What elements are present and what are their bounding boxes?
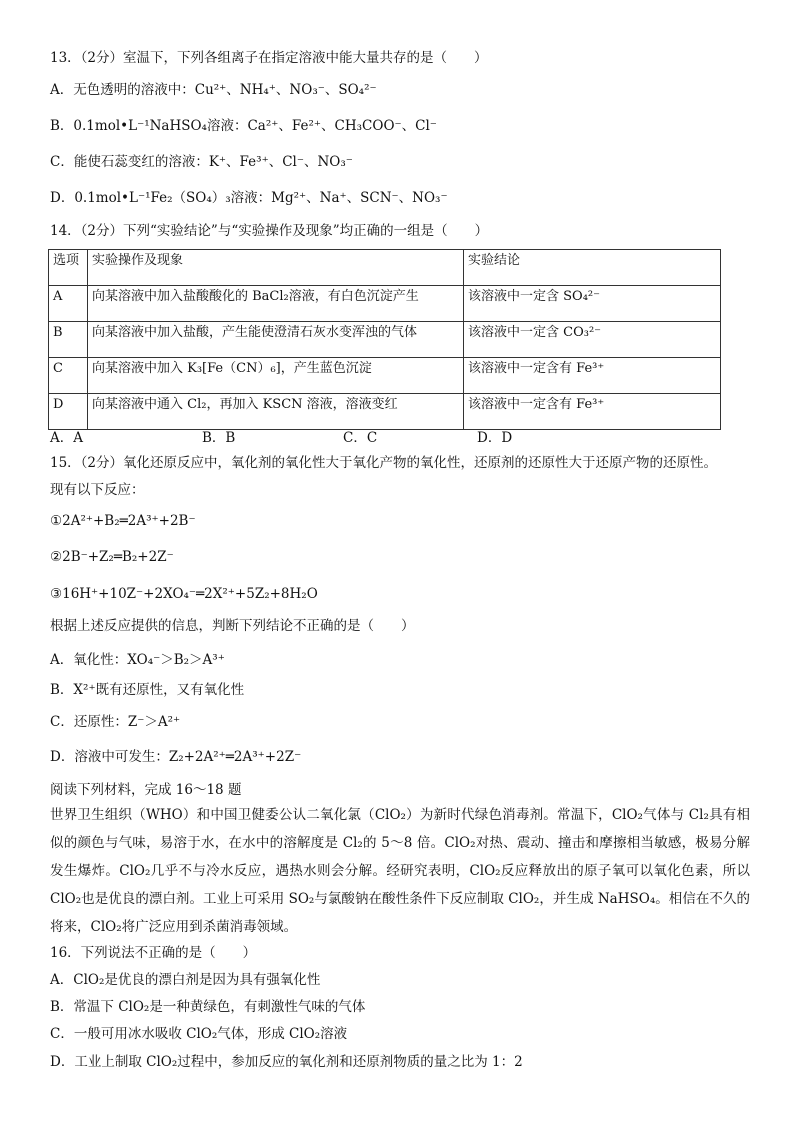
q13-option-a: A．无色透明的溶液中：Cu²⁺、NH₄⁺、NO₃⁻、SO₄²⁻ bbox=[50, 82, 377, 98]
q15-reaction-1: ①2A²⁺+B₂═2A³⁺+2B⁻ bbox=[50, 513, 196, 529]
table-header-cell: 实验结论 bbox=[464, 250, 721, 286]
table-cell: A bbox=[49, 286, 88, 322]
q16-option-d: D．工业上制取 ClO₂过程中，参加反应的氧化剂和还原剂物质的量之比为 1：2 bbox=[50, 1054, 523, 1070]
q15-option-d: D．溶液中可发生：Z₂+2A²⁺═2A³⁺+2Z⁻ bbox=[50, 749, 302, 765]
q16-option-c: C．一般可用冰水吸收 ClO₂气体，形成 ClO₂溶液 bbox=[50, 1026, 348, 1042]
q14-title: 14．（2分）下列“实验结论”与“实验操作及现象”均正确的一组是（ ） bbox=[50, 223, 489, 239]
table-cell: D bbox=[49, 394, 88, 430]
q13-option-b: B．0.1mol•L⁻¹NaHSO₄溶液：Ca²⁺、Fe²⁺、CH₃COO⁻、Cl⁻ bbox=[50, 118, 437, 134]
table-row bbox=[49, 286, 721, 322]
q14-option-a: A．A bbox=[50, 430, 83, 446]
table-cell: 向某溶液中加入盐酸酸化的 BaCl₂溶液，有白色沉淀产生 bbox=[88, 286, 464, 322]
table-cell: 向某溶液中加入盐酸，产生能使澄清石灰水变浑浊的气体 bbox=[88, 322, 464, 358]
table-cell: 该溶液中一定含有 Fe³⁺ bbox=[464, 394, 721, 430]
table-cell: 该溶液中一定含有 Fe³⁺ bbox=[464, 358, 721, 394]
q13-title: 13．（2分）室温下，下列各组离子在指定溶液中能大量共存的是（ ） bbox=[50, 50, 488, 66]
q15-question: 根据上述反应提供的信息，判断下列结论不正确的是（ ） bbox=[50, 618, 415, 634]
q15-title: 15．（2分）氧化还原反应中，氧化剂的氧化性大于氧化产物的氧化性，还原剂的还原性大于还原产物的还原性。 bbox=[50, 455, 718, 471]
q15-option-a: A．氧化性：XO₄⁻＞B₂＞A³⁺ bbox=[50, 652, 225, 668]
table-header-row bbox=[49, 250, 721, 286]
q16-option-b: B．常温下 ClO₂是一种黄绿色，有刺激性气味的气体 bbox=[50, 999, 366, 1015]
table-cell: 向某溶液中通入 Cl₂，再加入 KSCN 溶液，溶液变红 bbox=[88, 394, 464, 430]
table-cell: 该溶液中一定含 CO₃²⁻ bbox=[464, 322, 721, 358]
q14-option-c: C．C bbox=[343, 430, 378, 446]
table-cell: 该溶液中一定含 SO₄²⁻ bbox=[464, 286, 721, 322]
q16-title: 16．下列说法不正确的是（ ） bbox=[50, 945, 257, 961]
q15-intro: 现有以下反应： bbox=[50, 482, 145, 498]
table-row bbox=[49, 322, 721, 358]
q14-option-d: D．D bbox=[477, 430, 513, 446]
table-cell: 向某溶液中加入 K₃[Fe（CN）₆]，产生蓝色沉淀 bbox=[88, 358, 464, 394]
q15-reaction-3: ③16H⁺+10Z⁻+2XO₄⁻═2X²⁺+5Z₂+8H₂O bbox=[50, 586, 318, 602]
q14-table bbox=[48, 249, 721, 430]
table-cell: B bbox=[49, 322, 88, 358]
q13-option-c: C．能使石蕊变红的溶液：K⁺、Fe³⁺、Cl⁻、NO₃⁻ bbox=[50, 154, 353, 170]
q14-option-b: B．B bbox=[202, 430, 236, 446]
reading-heading: 阅读下列材料，完成 16～18 题 bbox=[50, 782, 242, 798]
q15-option-b: B．X²⁺既有还原性，又有氧化性 bbox=[50, 682, 245, 698]
table-header-cell: 选项 bbox=[49, 250, 88, 286]
table-cell: C bbox=[49, 358, 88, 394]
q15-option-c: C．还原性：Z⁻＞A²⁺ bbox=[50, 714, 181, 730]
q16-option-a: A．ClO₂是优良的漂白剂是因为具有强氧化性 bbox=[50, 972, 321, 988]
table-row bbox=[49, 358, 721, 394]
q13-option-d: D．0.1mol•L⁻¹Fe₂（SO₄）₃溶液：Mg²⁺、Na⁺、SCN⁻、NO₃⁻ bbox=[50, 190, 448, 206]
table-row bbox=[49, 394, 721, 430]
q15-reaction-2: ②2B⁻+Z₂═B₂+2Z⁻ bbox=[50, 549, 174, 565]
reading-passage: 世界卫生组织（WHO）和中国卫健委公认二氧化氯（ClO₂）为新时代绿色消毒剂。常温下，ClO₂气体与 Cl₂具有相似的颜色与气味，易溶于水，在水中的溶解度是 Cl₂的 5～8 倍。ClO₂对热、震动、撞击和摩擦相当敏感，极易分解发生爆炸。ClO₂几乎不与冷水反应，遇热水则会分解。经研究表明，ClO₂反应释放出的原子氧可以氧化色素，所以 ClO₂也是优良的漂白剂。工业上可采用 SO₂与氯酸钠在酸性条件下反应制取 ClO₂，并生成 NaHSO₄。相信在不久的将来，ClO₂将广泛应用到杀菌消毒领域。 bbox=[50, 807, 750, 935]
table-header-cell: 实验操作及现象 bbox=[88, 250, 464, 286]
